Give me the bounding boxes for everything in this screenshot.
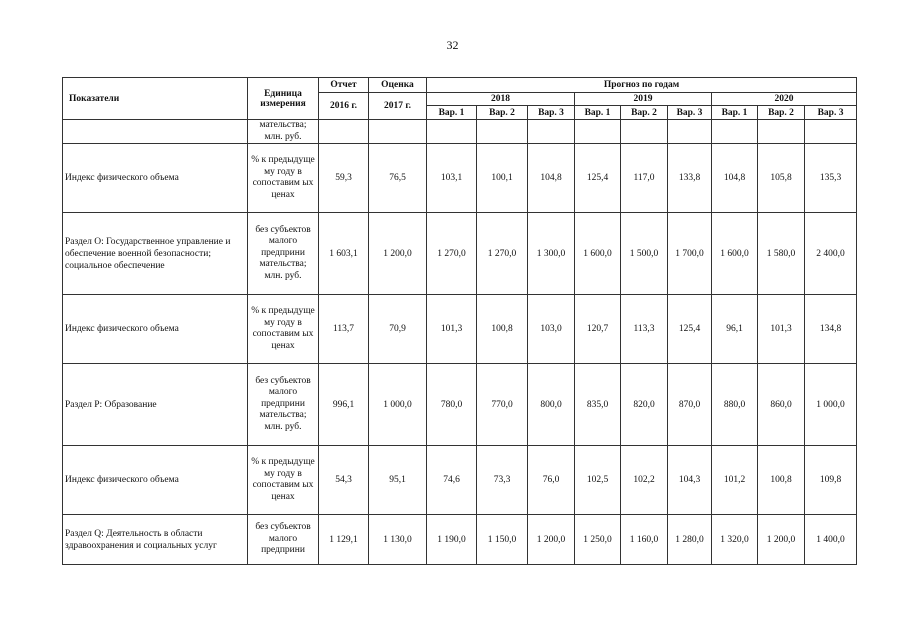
value-cell: 117,0 <box>621 144 668 213</box>
value-cell: 1 280,0 <box>668 515 712 565</box>
header-estimate-year: 2017 г. <box>369 93 427 120</box>
value-cell <box>575 120 621 144</box>
value-cell: 101,3 <box>758 295 805 364</box>
table-row <box>63 144 857 213</box>
value-cell: 800,0 <box>528 364 575 446</box>
header-variant: Вар. 3 <box>805 106 857 120</box>
value-cell: 880,0 <box>712 364 758 446</box>
header-report: Отчет <box>319 78 369 93</box>
value-cell: 1 580,0 <box>758 213 805 295</box>
table-body <box>63 120 857 565</box>
indicator-cell: Индекс физического объема <box>63 446 248 515</box>
table-row <box>63 213 857 295</box>
indicator-cell <box>63 120 248 144</box>
value-cell: 1 150,0 <box>477 515 528 565</box>
header-variant: Вар. 1 <box>712 106 758 120</box>
value-cell: 1 270,0 <box>427 213 477 295</box>
header-variant: Вар. 2 <box>758 106 805 120</box>
header-indicators: Показатели <box>63 78 248 120</box>
value-cell: 113,3 <box>621 295 668 364</box>
header-estimate: Оценка <box>369 78 427 93</box>
forecast-table <box>62 77 857 565</box>
value-cell: 74,6 <box>427 446 477 515</box>
value-cell: 70,9 <box>369 295 427 364</box>
value-cell <box>528 120 575 144</box>
value-cell <box>805 120 857 144</box>
value-cell: 1 603,1 <box>319 213 369 295</box>
header-year-2019: 2019 <box>575 93 712 106</box>
unit-cell: без субъектов малого предприни мательства; млн. руб. <box>248 213 319 295</box>
value-cell: 113,7 <box>319 295 369 364</box>
value-cell: 104,3 <box>668 446 712 515</box>
value-cell: 1 320,0 <box>712 515 758 565</box>
value-cell: 101,3 <box>427 295 477 364</box>
value-cell: 1 250,0 <box>575 515 621 565</box>
value-cell: 100,1 <box>477 144 528 213</box>
value-cell: 103,0 <box>528 295 575 364</box>
header-variant: Вар. 1 <box>575 106 621 120</box>
header-variant: Вар. 3 <box>668 106 712 120</box>
value-cell: 101,2 <box>712 446 758 515</box>
value-cell: 770,0 <box>477 364 528 446</box>
value-cell: 1 270,0 <box>477 213 528 295</box>
table-row <box>63 120 857 144</box>
value-cell: 860,0 <box>758 364 805 446</box>
value-cell <box>758 120 805 144</box>
indicator-cell: Раздел Q: Деятельность в области здравоохранения и социальных услуг <box>63 515 248 565</box>
value-cell: 134,8 <box>805 295 857 364</box>
indicator-cell: Раздел P: Образование <box>63 364 248 446</box>
table-row <box>63 446 857 515</box>
header-variant: Вар. 3 <box>528 106 575 120</box>
value-cell: 1 000,0 <box>805 364 857 446</box>
value-cell: 1 130,0 <box>369 515 427 565</box>
value-cell: 76,5 <box>369 144 427 213</box>
value-cell: 870,0 <box>668 364 712 446</box>
indicator-cell: Индекс физического объема <box>63 295 248 364</box>
value-cell: 95,1 <box>369 446 427 515</box>
unit-cell: % к предыдуще му году в сопоставим ых ценах <box>248 295 319 364</box>
header-variant: Вар. 2 <box>477 106 528 120</box>
value-cell: 1 190,0 <box>427 515 477 565</box>
value-cell: 780,0 <box>427 364 477 446</box>
value-cell: 125,4 <box>575 144 621 213</box>
value-cell: 96,1 <box>712 295 758 364</box>
value-cell <box>319 120 369 144</box>
value-cell: 1 700,0 <box>668 213 712 295</box>
value-cell: 73,3 <box>477 446 528 515</box>
value-cell <box>621 120 668 144</box>
table-row <box>63 515 857 565</box>
unit-cell: % к предыдуще му году в сопоставим ых ценах <box>248 446 319 515</box>
value-cell: 59,3 <box>319 144 369 213</box>
header-unit: Единица измерения <box>248 78 319 120</box>
value-cell <box>427 120 477 144</box>
unit-cell: без субъектов малого предприни <box>248 515 319 565</box>
value-cell: 2 400,0 <box>805 213 857 295</box>
value-cell: 1 600,0 <box>712 213 758 295</box>
value-cell: 100,8 <box>758 446 805 515</box>
value-cell: 1 129,1 <box>319 515 369 565</box>
value-cell: 109,8 <box>805 446 857 515</box>
header-forecast: Прогноз по годам <box>427 78 857 93</box>
value-cell: 102,2 <box>621 446 668 515</box>
value-cell: 1 500,0 <box>621 213 668 295</box>
value-cell: 54,3 <box>319 446 369 515</box>
value-cell: 1 200,0 <box>758 515 805 565</box>
table-header <box>63 78 857 120</box>
value-cell <box>477 120 528 144</box>
header-variant: Вар. 2 <box>621 106 668 120</box>
value-cell: 835,0 <box>575 364 621 446</box>
header-year-2018: 2018 <box>427 93 575 106</box>
table-row <box>63 364 857 446</box>
value-cell: 76,0 <box>528 446 575 515</box>
value-cell: 1 600,0 <box>575 213 621 295</box>
value-cell: 120,7 <box>575 295 621 364</box>
value-cell: 1 200,0 <box>369 213 427 295</box>
value-cell: 105,8 <box>758 144 805 213</box>
page-number: 32 <box>446 38 459 52</box>
value-cell: 820,0 <box>621 364 668 446</box>
value-cell: 125,4 <box>668 295 712 364</box>
unit-cell: мательства; млн. руб. <box>248 120 319 144</box>
value-cell: 104,8 <box>712 144 758 213</box>
value-cell: 1 300,0 <box>528 213 575 295</box>
indicator-cell: Индекс физического объема <box>63 144 248 213</box>
header-report-year: 2016 г. <box>319 93 369 120</box>
value-cell: 135,3 <box>805 144 857 213</box>
value-cell: 133,8 <box>668 144 712 213</box>
value-cell: 102,5 <box>575 446 621 515</box>
value-cell: 1 160,0 <box>621 515 668 565</box>
value-cell: 104,8 <box>528 144 575 213</box>
value-cell: 1 000,0 <box>369 364 427 446</box>
value-cell <box>668 120 712 144</box>
value-cell: 103,1 <box>427 144 477 213</box>
unit-cell: без субъектов малого предприни мательства; млн. руб. <box>248 364 319 446</box>
header-variant: Вар. 1 <box>427 106 477 120</box>
table-row <box>63 295 857 364</box>
value-cell: 1 200,0 <box>528 515 575 565</box>
value-cell: 100,8 <box>477 295 528 364</box>
unit-cell: % к предыдуще му году в сопоставим ых ценах <box>248 144 319 213</box>
indicator-cell: Раздел O: Государственное управление и обеспечение военной безопасности; социальное обеспечение <box>63 213 248 295</box>
value-cell: 996,1 <box>319 364 369 446</box>
value-cell: 1 400,0 <box>805 515 857 565</box>
value-cell <box>369 120 427 144</box>
value-cell <box>712 120 758 144</box>
header-year-2020: 2020 <box>712 93 857 106</box>
